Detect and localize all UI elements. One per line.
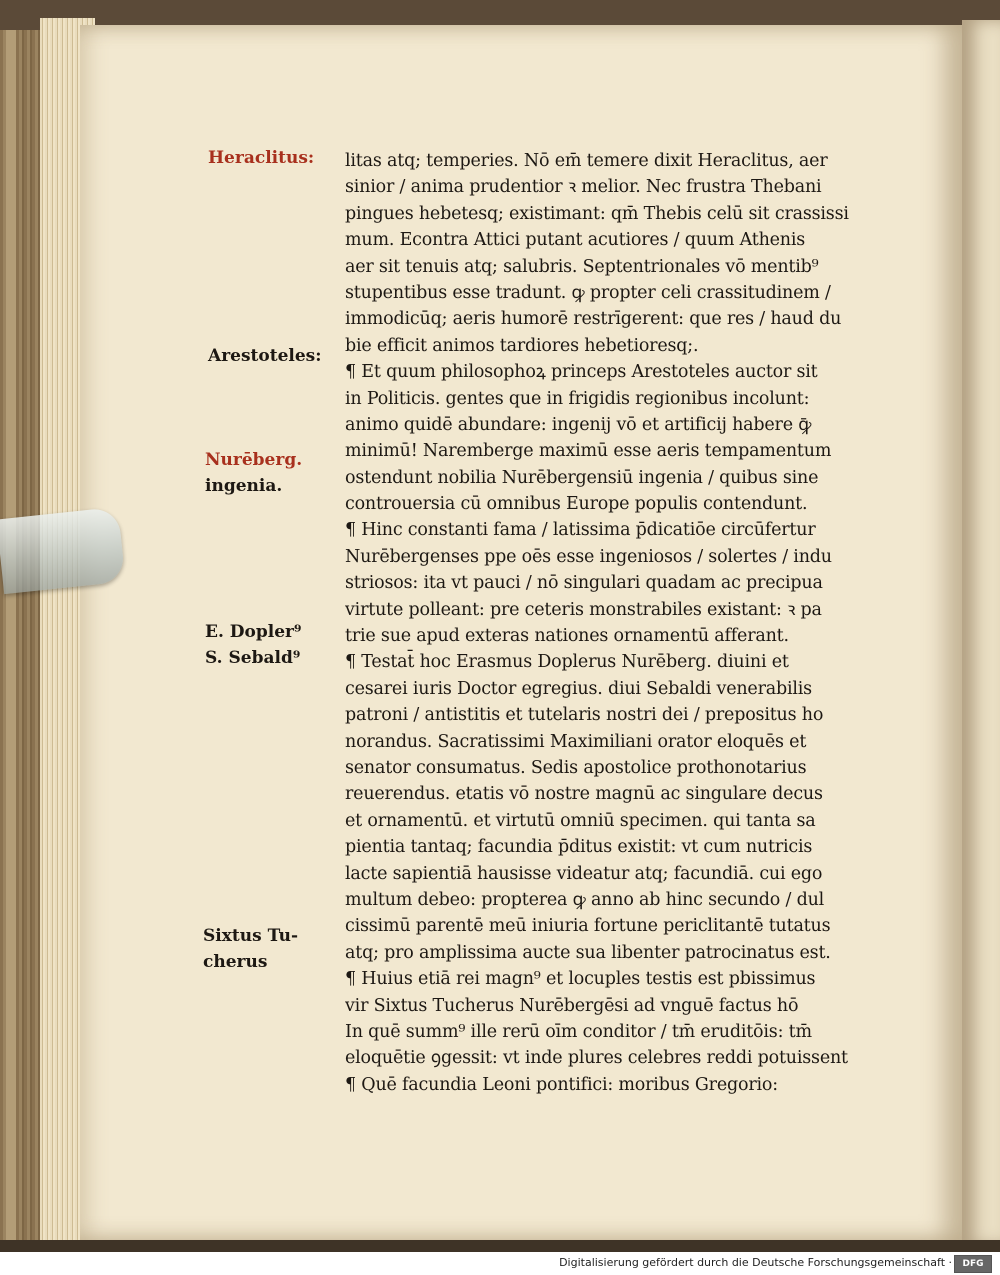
text-line: striosos: ita vt pauci / nō singulari quadam ac precipua [345,573,823,594]
page-holder-clip [0,507,126,594]
margin-note-dopler: E. Dopler⁹ [205,622,302,642]
margin-note-cherus: cherus [203,952,268,972]
facing-page-edge [962,20,1000,1245]
margin-note-nureberg: Nurēberg. [205,450,303,470]
text-line: et ornamentū. et virtutū omniū specimen. qui tanta sa [345,810,816,831]
text-line: atq; pro amplissima aucte sua libenter patrocinatus est. [345,942,831,963]
cover-binding [6,30,16,1245]
text-line: lacte sapientiā hausisse videatur atq; facundiā. cui ego [345,863,823,884]
text-line: In quē summ⁹ ille rerū oīm conditor / tm̄ eruditōis: tm̄ [345,1021,812,1042]
footer-bar [0,1252,1000,1275]
text-line: bie efficit animos tardiores hebetioresq;. [345,335,699,356]
text-line: pingues hebetesq; existimant: qm̄ Thebis celū sit crassissi [345,203,849,224]
text-line: eloquētie ꝯgessit: vt inde plures celebres reddi potuissent [345,1048,848,1069]
margin-note-arestoteles: Arestoteles: [208,346,322,366]
text-line: animo quidē abundare: ingenij vō et artificij habere ꝙ̄ [345,414,812,435]
text-line: reuerendus. etatis vō nostre magnū ac singulare decus [345,784,823,805]
dfg-logo: DFG [954,1255,992,1273]
text-line: norandus. Sacratissimi Maximiliani orator eloquēs et [345,731,807,752]
text-line: cesarei iuris Doctor egregius. diui Sebaldi venerabilis [345,678,812,699]
main-text-column [345,148,885,1098]
text-line: ¶ Testat̄ hoc Erasmus Doplerus Nurēberg. diuini et [345,652,789,673]
text-line: mum. Econtra Attici putant acutiores / quum Athenis [345,230,806,251]
text-line: cissimū parentē meū iniuria fortune periclitantē tutatus [345,916,831,937]
text-line: ¶ Hinc constanti fama / latissima p̄dicatiōe circūfertur [345,520,816,541]
scan-bottom-shadow [0,1240,1000,1252]
margin-note-sebald: S. Sebald⁹ [205,648,301,668]
text-line: controuersia cū omnibus Europe populis contendunt. [345,494,808,515]
funding-notice: Digitalisierung gefördert durch die Deutsche Forschungsgemeinschaft · [559,1256,952,1269]
text-line: ¶ Huius etiā rei magn⁹ et locuples testis est pbissimus [345,969,816,990]
text-line: minimū! Naremberge maximū esse aeris tempamentum [345,441,832,462]
margin-note-sixtus: Sixtus Tu- [203,926,299,946]
margin-note-heraclitus: Heraclitus: [208,148,315,168]
text-line: virtute polleant: pre ceteris monstrabiles existant: ꝛ pa [345,599,822,620]
text-line: ¶ Et quum philosophoꝝ princeps Arestoteles auctor sit [345,362,818,383]
text-line: multum debeo: propterea ꝙ anno ab hinc secundo / dul [345,889,825,910]
text-line: pientia tantaq; facundia p̄ditus existit: vt cum nutricis [345,837,813,858]
text-line: senator consumatus. Sedis apostolice prothonotarius [345,757,807,778]
text-line: Nurēbergenses ppe oēs esse ingeniosos / solertes / indu [345,546,832,567]
text-line: patroni / antistitis et tutelaris nostri dei / prepositus ho [345,705,824,726]
text-line: vir Sixtus Tucherus Nurēbergēsi ad vnguē factus hō [345,995,799,1016]
text-line: ¶ Quē facundia Leoni pontifici: moribus Gregorio: [345,1074,778,1095]
text-line: sinior / anima prudentior ꝛ melior. Nec frustra Thebani [345,177,822,198]
text-line: trie sue apud exteras nationes ornamentū afferant. [345,626,789,647]
text-line: immodicūq; aeris humorē restrīgerent: que res / haud du [345,309,842,330]
margin-note-ingenia: ingenia. [205,476,283,496]
text-line: ostendunt nobilia Nurēbergensiū ingenia / quibus sine [345,467,819,488]
text-line: stupentibus esse tradunt. ꝙ propter celi crassitudinem / [345,282,831,303]
text-line: in Politicis. gentes que in frigidis regionibus incolunt: [345,388,810,409]
text-line: aer sit tenuis atq; salubris. Septentrionales vō mentib⁹ [345,256,819,277]
text-line: litas atq; temperies. Nō em̄ temere dixit Heraclitus, aer [345,151,828,171]
